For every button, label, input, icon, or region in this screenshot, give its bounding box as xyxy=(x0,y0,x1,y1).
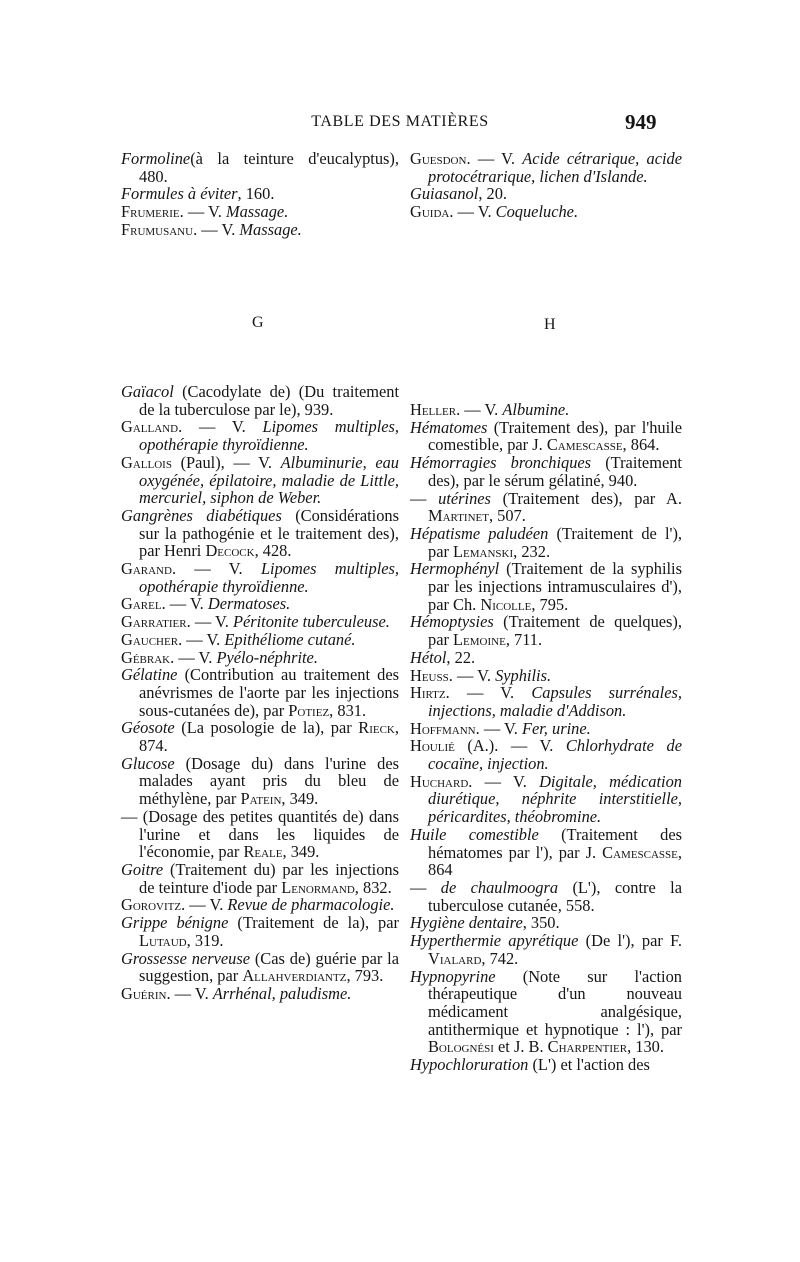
entry-term: Guiasanol xyxy=(410,184,479,204)
entry-author: Vialard xyxy=(428,948,482,968)
entry-text: (Traitement des), par A. xyxy=(490,488,682,508)
entry-text: . — V. xyxy=(449,202,496,222)
entry-author: Nicolle xyxy=(480,594,532,614)
entry-author: Lutaud xyxy=(139,930,187,950)
index-entry xyxy=(410,490,682,525)
entry-term: Digitale, médication diurétique, néphrite interstitielle, péricardites, théobromine. xyxy=(428,771,682,827)
entry-text: (Traitement des), par l'huile comestible, par J. xyxy=(428,417,682,455)
entry-term: Fer, urine. xyxy=(521,718,591,738)
entry-text: (Traitement de la syphilis par les injections intramusculaires d'), par Ch. xyxy=(428,559,682,614)
entry-author: Frumerie xyxy=(121,202,180,222)
index-entry xyxy=(410,826,682,879)
entry-text: . — V. xyxy=(186,612,233,632)
entry-term: Hypochloruration xyxy=(410,1055,529,1075)
entry-term: Albuminurie, eau oxygénée, épilatoire, maladie de Little, mercuriel, siphon de Weber. xyxy=(139,452,399,508)
entry-text: (à la teinture d'eucalyptus), 480. xyxy=(139,149,399,186)
index-entry xyxy=(121,985,399,1003)
entry-text: . — V. xyxy=(445,683,532,703)
entry-text: , 22. xyxy=(446,647,476,667)
entry-term: Lipomes multiples, opothérapie thyroïdienne. xyxy=(139,559,400,596)
index-entry xyxy=(121,649,399,667)
entry-term: Goitre xyxy=(121,859,164,879)
entry-term: Gélatine xyxy=(121,665,178,685)
entry-author: Potiez xyxy=(288,700,330,720)
section-letter-h: H xyxy=(544,316,556,333)
entry-author: Guesdon xyxy=(410,149,467,168)
entry-text: (Traitement des), par le sérum gélatiné, 940. xyxy=(428,453,682,490)
index-entry xyxy=(410,419,682,454)
index-entry xyxy=(121,560,399,595)
entry-text: , 507. xyxy=(488,506,526,526)
entry-text: et J. B. xyxy=(493,1037,548,1057)
entry-text: , 874. xyxy=(139,718,399,756)
entry-author: Heuss xyxy=(410,665,449,685)
index-entry xyxy=(410,1056,682,1074)
entry-term: Albumine. xyxy=(502,400,570,419)
entry-text: , 160. xyxy=(237,184,275,204)
index-entry xyxy=(121,454,399,507)
entry-term: Hermophényl xyxy=(410,559,500,579)
entry-term: Hétol xyxy=(410,647,447,667)
index-entry xyxy=(121,203,399,221)
entry-author: Lemoine xyxy=(453,630,506,650)
entry-author: Gorovitz xyxy=(121,895,182,915)
index-entry xyxy=(410,525,682,560)
index-entry xyxy=(410,737,682,772)
entry-text: , 832. xyxy=(354,877,392,897)
entry-author: Lenormand xyxy=(281,877,355,897)
entry-author: Rieck xyxy=(358,718,395,738)
entry-text: , 864 xyxy=(428,842,682,880)
entry-term: Dermatoses. xyxy=(207,594,291,614)
index-entry xyxy=(410,454,682,489)
entry-text: . — V. xyxy=(475,718,522,738)
entry-text: . — V. xyxy=(170,647,217,667)
entry-text: . — V. xyxy=(178,629,225,649)
index-entry xyxy=(410,560,682,613)
entry-text: , 349. xyxy=(281,789,319,809)
entry-term: Massage. xyxy=(239,219,302,239)
index-entry xyxy=(121,221,399,239)
entry-author: Galland xyxy=(121,417,179,437)
entry-term: Hypnopyrine xyxy=(410,966,496,986)
entry-text: (Dosage du) dans l'urine des malades ayant pris du bleu de méthylène, par xyxy=(139,753,399,809)
entry-text: (L'), contre la tuberculose cutanée, 558. xyxy=(428,877,682,915)
index-entry xyxy=(121,185,399,203)
entry-text: , 742. xyxy=(481,948,519,968)
entry-text: (Traitement de quelques), par xyxy=(428,612,682,650)
entry-author: Houlié xyxy=(410,736,455,756)
entry-term: Hépatisme paludéen xyxy=(410,523,549,543)
entry-author: Garratier xyxy=(121,612,187,632)
entry-author: Hirtz xyxy=(410,683,446,703)
entry-term: Hyperthermie apyrétique xyxy=(410,931,579,951)
index-entry xyxy=(121,755,399,808)
entry-term: Pyélo-néphrite. xyxy=(216,647,318,667)
entry-text: . — V. xyxy=(171,559,261,579)
entry-text: . — V. xyxy=(178,417,263,437)
running-title: TABLE DES MATIÈRES xyxy=(311,113,489,130)
section-letter-g: G xyxy=(252,314,264,331)
entry-text: (Considérations sur la pathogénie et le traitement des), par Henri xyxy=(139,505,399,561)
entry-term: Gangrènes diabétiques xyxy=(121,505,282,525)
entry-text: , 232. xyxy=(513,541,551,561)
entry-author: Guérin xyxy=(121,983,167,1003)
entry-term: Epithéliome cutané. xyxy=(224,629,356,649)
entry-text: — (Dosage des petites quantités de) dans l'urine et dans les liquides de l'économie, par xyxy=(121,806,399,862)
index-entry xyxy=(410,667,682,685)
entry-author: Bolognési xyxy=(428,1037,494,1057)
index-entry xyxy=(410,401,682,419)
entry-author: Gaucher xyxy=(121,629,179,649)
entry-author: Charpentier xyxy=(547,1037,628,1057)
entry-term: de chaulmoogra xyxy=(440,877,559,897)
entry-text: (De l'), par F. xyxy=(578,931,682,951)
entry-text: , 831. xyxy=(329,700,367,720)
index-entry xyxy=(121,418,399,453)
entry-term: Hygiène dentaire xyxy=(410,913,523,933)
entry-text: (Traitement de l'), par xyxy=(428,523,683,561)
entry-text: , 864. xyxy=(622,435,660,455)
entry-author: Gébrak xyxy=(121,647,171,667)
index-entry xyxy=(121,861,399,896)
entry-term: Hémorragies bronchiques xyxy=(410,453,592,473)
entry-text: (Paul), — V. xyxy=(171,452,281,472)
index-entry xyxy=(121,666,399,719)
right-column-top xyxy=(410,150,682,221)
entry-text: , 20. xyxy=(478,184,507,204)
entry-text: , 428. xyxy=(254,541,292,561)
entry-text: . — V. xyxy=(161,594,208,614)
entry-author: Lemanski xyxy=(453,541,514,561)
index-entry xyxy=(410,150,682,185)
index-entry xyxy=(121,613,399,631)
index-entry xyxy=(410,203,682,221)
entry-author: Hoffmann xyxy=(410,718,476,738)
index-entry xyxy=(121,914,399,949)
entry-term: Formoline xyxy=(121,149,191,168)
entry-text: . — V. xyxy=(448,665,496,685)
entry-text: , 793. xyxy=(346,966,384,986)
entry-text: (Cacodylate de) (Du traitement de la tuberculose par le), 939. xyxy=(139,382,399,419)
index-entry xyxy=(410,773,682,826)
entry-term: Massage. xyxy=(225,202,289,222)
entry-text: (Note sur l'action thérapeutique d'un nouveau médicament analgésique, antithermique et hypnotique : l'), par xyxy=(428,966,682,1039)
entry-text: — xyxy=(410,488,439,508)
entry-text: . — V. xyxy=(466,149,523,168)
entry-text: , 711. xyxy=(505,630,543,650)
entry-author: Allahverdiantz xyxy=(242,966,347,986)
entry-author: Garand xyxy=(121,559,172,579)
entry-term: utérines xyxy=(438,488,491,508)
entry-term: Acide cétrarique, acide protocétrarique, lichen d'Islande. xyxy=(428,149,682,186)
index-entry xyxy=(410,649,682,667)
entry-term: Glucose xyxy=(121,753,175,773)
entry-author: Camescasse xyxy=(546,435,623,455)
index-entry xyxy=(121,896,399,914)
entry-text: . — V. xyxy=(166,983,213,1003)
entry-text: . — V. xyxy=(468,771,540,791)
entry-text: , 319. xyxy=(186,930,224,950)
index-entry xyxy=(410,684,682,719)
entry-text: (Traitement du) par les injections de teinture d'iode par xyxy=(139,859,399,897)
entry-author: Frumusanu xyxy=(121,219,194,239)
page-number: 949 xyxy=(625,110,657,134)
entry-text: (La posologie de la), par xyxy=(174,718,359,738)
left-column-top xyxy=(121,150,399,239)
entry-term: Hémoptysies xyxy=(410,612,494,632)
entry-text: . — V. xyxy=(193,219,240,239)
entry-term: Chlorhydrate de cocaïne, injection. xyxy=(428,736,682,774)
entry-term: Hématomes xyxy=(410,417,488,437)
index-entry xyxy=(410,185,682,203)
index-entry xyxy=(121,383,399,418)
entry-term: Huile comestible xyxy=(410,824,539,844)
entry-text: — xyxy=(410,877,441,897)
entry-author: Garel xyxy=(121,594,162,614)
entry-term: Revue de pharmacologie. xyxy=(227,895,395,915)
index-entry xyxy=(121,950,399,985)
entry-term: Syphilis. xyxy=(495,665,552,685)
index-entry xyxy=(121,507,399,560)
entry-author: Martinet xyxy=(428,506,489,526)
index-entry xyxy=(410,914,682,932)
index-entry xyxy=(410,720,682,738)
entry-author: Guida xyxy=(410,202,450,222)
entry-author: Gallois xyxy=(121,452,172,472)
entry-term: Gaïacol xyxy=(121,382,174,401)
entry-term: Coqueluche. xyxy=(495,202,579,222)
entry-text: (Cas de) guérie par la suggestion, par xyxy=(139,948,399,986)
left-column-g-entries xyxy=(121,383,399,1003)
entry-term: Péritonite tuberculeuse. xyxy=(232,612,390,632)
right-column-h-entries xyxy=(410,401,682,1074)
entry-term: Lipomes multiples, opothérapie thyroïdienne. xyxy=(139,417,400,455)
entry-term: Grossesse nerveuse xyxy=(121,948,250,968)
index-entry xyxy=(121,719,399,754)
entry-author: Reale xyxy=(243,842,283,862)
entry-author: Heller xyxy=(410,400,457,419)
entry-text: (Traitement des hématomes par l'), par J. xyxy=(428,824,682,862)
entry-term: Arrhénal, paludisme. xyxy=(212,983,352,1003)
index-entry xyxy=(410,879,682,914)
index-entry xyxy=(410,932,682,967)
entry-author: Decock xyxy=(205,541,255,561)
index-entry xyxy=(410,968,682,1057)
entry-author: Camescasse xyxy=(602,842,678,862)
entry-text: (Contribution au traitement des anévrismes de l'aorte par les injections sous-cutanées de), par xyxy=(139,665,399,720)
entry-term: Grippe bénigne xyxy=(121,913,229,933)
entry-text: , 795. xyxy=(531,594,569,614)
entry-author: Patein xyxy=(240,789,282,809)
index-entry xyxy=(121,808,399,861)
entry-text: . — V. xyxy=(181,895,228,915)
entry-term: Géosote xyxy=(121,718,175,738)
entry-text: (Traitement de la), par xyxy=(228,913,399,933)
index-entry xyxy=(121,595,399,613)
entry-text: , 349. xyxy=(282,842,320,862)
entry-text: (L') et l'action des xyxy=(528,1055,650,1075)
entry-text: . — V. xyxy=(456,400,503,419)
index-entry xyxy=(121,631,399,649)
index-entry xyxy=(410,613,682,648)
entry-author: Huchard xyxy=(410,771,469,791)
index-entry xyxy=(121,150,399,185)
entry-text: . — V. xyxy=(179,202,226,222)
entry-text: , 350. xyxy=(522,913,560,933)
entry-term: Capsules surrénales, injections, maladie d'Addison. xyxy=(428,683,682,720)
entry-term: Formules à éviter xyxy=(121,184,238,204)
entry-text: , 130. xyxy=(627,1037,664,1057)
entry-text: (A.). — V. xyxy=(454,736,566,756)
